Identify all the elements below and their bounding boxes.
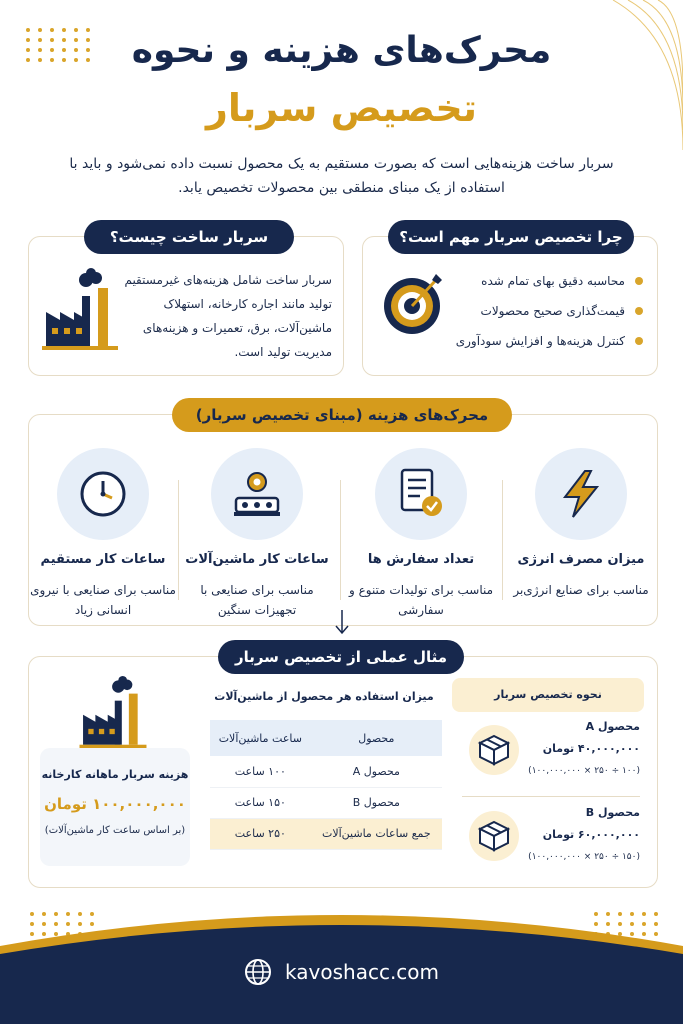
why-item: محاسبه دقیق بهای تمام شده: [448, 266, 643, 296]
allocation-amount: ۶۰,۰۰۰,۰۰۰ تومان: [542, 828, 640, 841]
table-header: محصول: [311, 720, 442, 756]
allocation-item-a: [456, 718, 644, 794]
machine-gear-icon: [232, 468, 282, 520]
driver-title: ساعات کار مستقیم: [40, 552, 166, 567]
intro-text: سربار ساخت هزینه‌هایی است که بصورت مستقیم به یک محصول نسبت داده نمی‌شود و باید با استفاده از یک مبنای منطقی بین محصولات تخصیص یابد.: [69, 156, 614, 196]
table-cell: ۲۵۰ ساعت: [210, 818, 311, 849]
allocation-heading: نحوه تخصیص سربار: [452, 678, 644, 712]
checklist-icon: [398, 468, 444, 520]
factory-icon: [78, 676, 148, 750]
overhead-note: (بر اساس ساعت کار ماشین‌آلات): [44, 825, 186, 836]
example-heading: مثال عملی از تخصیص سربار: [218, 640, 464, 674]
target-icon: [382, 272, 446, 336]
box-icon: [468, 724, 520, 776]
allocation-amount: ۴۰,۰۰۰,۰۰۰ تومان: [542, 742, 640, 755]
driver-labor-hours: [28, 448, 178, 620]
allocation-product-name: محصول A: [585, 720, 640, 733]
what-heading: سربار ساخت چیست؟: [84, 220, 294, 254]
table-caption: میزان استفاده هر محصول از ماشین‌آلات: [214, 690, 434, 703]
driver-desc: مناسب برای صنایع انرژی‌بر: [513, 583, 649, 597]
factory-icon: [42, 268, 118, 352]
machine-hours-table: [210, 720, 442, 850]
why-list: [448, 266, 643, 356]
table-total-row: [210, 818, 442, 849]
page-title-line2: تخصیص سربار: [205, 86, 478, 130]
driver-title: ساعات کار ماشین‌آلات: [185, 552, 329, 567]
table-row: [210, 787, 442, 818]
table-header: ساعت ماشین‌آلات: [210, 720, 311, 756]
drivers-heading: محرک‌های هزینه (مبنای تخصیص سربار): [172, 398, 512, 432]
arrow-down-icon: [332, 610, 352, 636]
globe-icon: [244, 958, 272, 986]
website-link[interactable]: kavoshacc.com: [285, 960, 440, 984]
table-row: [210, 756, 442, 787]
clock-icon: [79, 470, 127, 518]
driver-title: تعداد سفارش ها: [367, 552, 475, 567]
allocation-item-b: [456, 804, 644, 880]
table-cell: ۱۰۰ ساعت: [210, 756, 311, 787]
driver-orders: [346, 448, 496, 620]
table-cell: محصول B: [311, 787, 442, 818]
why-item: کنترل هزینه‌ها و افزایش سودآوری: [448, 326, 643, 356]
allocation-formula: (۱۰۰ ÷ ۲۵۰ × ۱۰۰,۰۰۰,۰۰۰): [528, 766, 640, 776]
what-text: سربار ساخت شامل هزینه‌های غیرمستقیم تولید مانند اجاره کارخانه، استهلاک ماشین‌آلات، برق، تعمیرات و هزینه‌های مدیریت تولید است.: [124, 273, 332, 359]
why-heading: چرا تخصیص سربار مهم است؟: [388, 220, 634, 254]
footer: [0, 958, 683, 986]
lightning-icon: [559, 469, 603, 519]
driver-desc: مناسب برای صنایعی با نیروی انسانی زیاد: [30, 583, 176, 617]
overhead-card: [40, 748, 190, 866]
driver-title: میزان مصرف انرژی: [517, 552, 645, 567]
overhead-amount: ۱۰۰,۰۰۰,۰۰۰ تومان: [44, 795, 186, 813]
driver-energy: [506, 448, 656, 600]
overhead-label: هزینه سربار ماهانه کارخانه: [41, 768, 189, 781]
driver-desc: مناسب برای صنایعی با تجهیزات سنگین: [200, 583, 314, 617]
page-title-line1: محرک‌های هزینه و نحوه: [131, 30, 552, 71]
allocation-product-name: محصول B: [585, 806, 640, 819]
table-cell: محصول A: [311, 756, 442, 787]
box-icon: [468, 810, 520, 862]
allocation-formula: (۱۵۰ ÷ ۲۵۰ × ۱۰۰,۰۰۰,۰۰۰): [528, 852, 640, 862]
why-item: قیمت‌گذاری صحیح محصولات: [448, 296, 643, 326]
table-cell: ۱۵۰ ساعت: [210, 787, 311, 818]
driver-machine-hours: [182, 448, 332, 620]
table-cell: جمع ساعات ماشین‌آلات: [311, 818, 442, 849]
driver-desc: مناسب برای تولیدات متنوع و سفارشی: [348, 583, 494, 617]
